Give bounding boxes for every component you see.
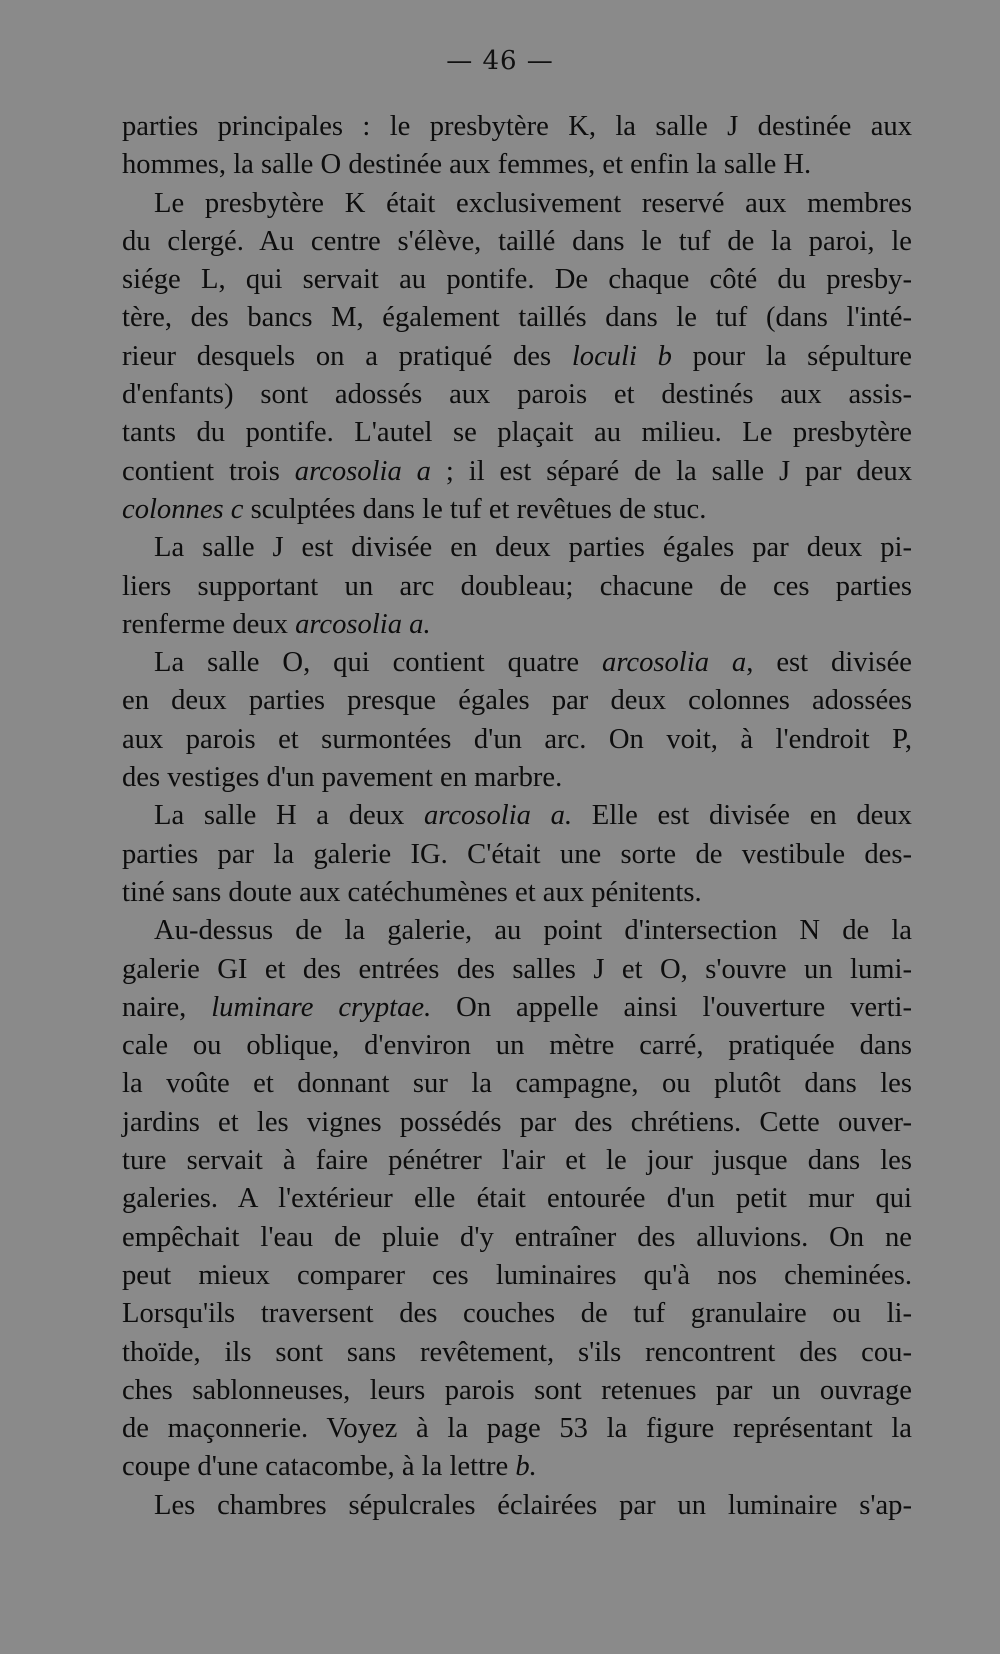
text-line <box>122 1142 912 1180</box>
text-line <box>122 568 912 606</box>
italic-term: loculi b <box>571 340 672 372</box>
text-segment: galeries. A l'extérieur elle était entourée d'un petit mur qui <box>122 1183 912 1215</box>
text-line <box>122 146 912 184</box>
text-segment: aux parois et surmontées d'un arc. On voit, à l'endroit P, <box>122 723 912 755</box>
italic-term: arcosolia a. <box>295 608 431 640</box>
text-segment: parties par la galerie IG. C'était une sorte de vestibule des- <box>122 838 912 870</box>
text-line <box>122 1372 912 1410</box>
text-segment: La salle H a deux <box>154 800 424 832</box>
text-line <box>122 797 912 835</box>
text-line <box>122 414 912 452</box>
text-line <box>122 108 912 146</box>
text-segment: peut mieux comparer ces luminaires qu'à nos cheminées. <box>122 1259 912 1291</box>
text-segment: tère, des bancs M, également taillés dans le tuf (dans l'inté- <box>122 302 912 334</box>
text-line <box>122 989 912 1027</box>
body-text <box>122 108 912 1525</box>
text-line <box>122 453 912 491</box>
italic-term: luminare cryptae. <box>211 991 432 1023</box>
italic-term: arcosolia a <box>294 455 431 487</box>
text-line <box>122 299 912 337</box>
text-segment: d'enfants) sont adossés aux parois et destinés aux assis- <box>122 379 912 411</box>
page-number: — 46 — <box>446 46 554 76</box>
text-segment: La salle J est divisée en deux parties égales par deux pi- <box>154 532 912 564</box>
text-line <box>122 376 912 414</box>
text-segment: des vestiges d'un pavement en marbre. <box>122 762 563 794</box>
text-line <box>122 759 912 797</box>
text-line <box>122 491 912 529</box>
text-line <box>122 338 912 376</box>
text-segment: de maçonnerie. Voyez à la page 53 la figure représentant la <box>122 1413 912 1445</box>
text-segment: , est divisée <box>746 647 912 679</box>
text-line <box>122 1410 912 1448</box>
text-line <box>122 1334 912 1372</box>
text-segment: pour la sépulture <box>671 340 912 372</box>
text-line <box>122 836 912 874</box>
text-segment: tiné sans doute aux catéchumènes et aux pénitents. <box>122 876 702 908</box>
text-segment: contient trois <box>122 455 295 487</box>
text-segment: hommes, la salle O destinée aux femmes, et enfin la salle H. <box>122 149 812 181</box>
text-segment: sculptées dans le tuf et revêtues de stuc. <box>243 493 707 525</box>
text-line <box>122 1065 912 1103</box>
text-segment: naire, <box>122 991 212 1023</box>
text-segment: On appelle ainsi l'ouverture verti- <box>431 991 912 1023</box>
text-segment: jardins et les vignes possédés par des chrétiens. Cette ouver- <box>122 1106 912 1138</box>
text-segment: empêchait l'eau de pluie d'y entraîner des alluvions. On ne <box>122 1221 912 1253</box>
text-segment: parties principales : le presbytère K, la salle J destinée aux <box>122 111 912 142</box>
text-line <box>122 1104 912 1142</box>
text-line <box>122 529 912 567</box>
text-segment: thoïde, ils sont sans revêtement, s'ils rencontrent des cou- <box>122 1336 912 1368</box>
text-segment: siége L, qui servait au pontife. De chaque côté du presby- <box>122 264 912 296</box>
text-segment: Au-dessus de la galerie, au point d'intersection N de la <box>154 915 912 947</box>
text-segment: renferme deux <box>122 608 296 640</box>
text-segment: ture servait à faire pénétrer l'air et le jour jusque dans les <box>122 1145 912 1177</box>
italic-term: arcosolia a <box>602 647 747 679</box>
text-line <box>122 1027 912 1065</box>
text-segment: du clergé. Au centre s'élève, taillé dans le tuf de la paroi, le <box>122 225 912 257</box>
text-segment: coupe d'une catacombe, à la lettre <box>122 1451 516 1483</box>
text-segment: ches sablonneuses, leurs parois sont retenues par un ouvrage <box>122 1374 912 1406</box>
text-segment: Le presbytère K était exclusivement reservé aux membres <box>154 187 912 219</box>
text-segment: liers supportant un arc doubleau; chacune de ces parties <box>122 570 912 602</box>
text-line <box>122 606 912 644</box>
text-segment: tants du pontife. L'autel se plaçait au milieu. Le presbytère <box>122 417 912 449</box>
italic-term: arcosolia a. <box>423 800 573 832</box>
text-segment: galerie GI et des entrées des salles J et O, s'ouvre un lumi- <box>122 953 912 985</box>
text-segment: Elle est divisée en deux <box>572 800 912 832</box>
text-line <box>122 644 912 682</box>
text-segment: la voûte et donnant sur la campagne, ou plutôt dans les <box>122 1068 912 1100</box>
text-line <box>122 912 912 950</box>
text-line <box>122 1219 912 1257</box>
text-line <box>122 1257 912 1295</box>
text-segment: cale ou oblique, d'environ un mètre carré, pratiquée dans <box>122 1030 912 1062</box>
italic-term: b. <box>515 1451 537 1483</box>
text-line <box>122 1487 912 1525</box>
text-line <box>122 1180 912 1218</box>
text-segment: en deux parties presque égales par deux colonnes adossées <box>122 685 912 717</box>
text-line <box>122 874 912 912</box>
text-line <box>122 951 912 989</box>
text-segment: ; il est séparé de la salle J par deux <box>430 455 912 487</box>
italic-term: colonnes c <box>122 493 244 525</box>
text-line <box>122 185 912 223</box>
text-line <box>122 682 912 720</box>
text-segment: Les chambres sépulcrales éclairées par un luminaire s'ap- <box>154 1489 912 1521</box>
text-line <box>122 223 912 261</box>
text-segment: rieur desquels on a pratiqué des <box>122 340 572 372</box>
text-line <box>122 1295 912 1333</box>
text-segment: Lorsqu'ils traversent des couches de tuf granulaire ou li- <box>122 1298 912 1330</box>
text-segment: La salle O, qui contient quatre <box>154 647 603 679</box>
text-line <box>122 1448 912 1486</box>
text-line <box>122 261 912 299</box>
text-line <box>122 721 912 759</box>
